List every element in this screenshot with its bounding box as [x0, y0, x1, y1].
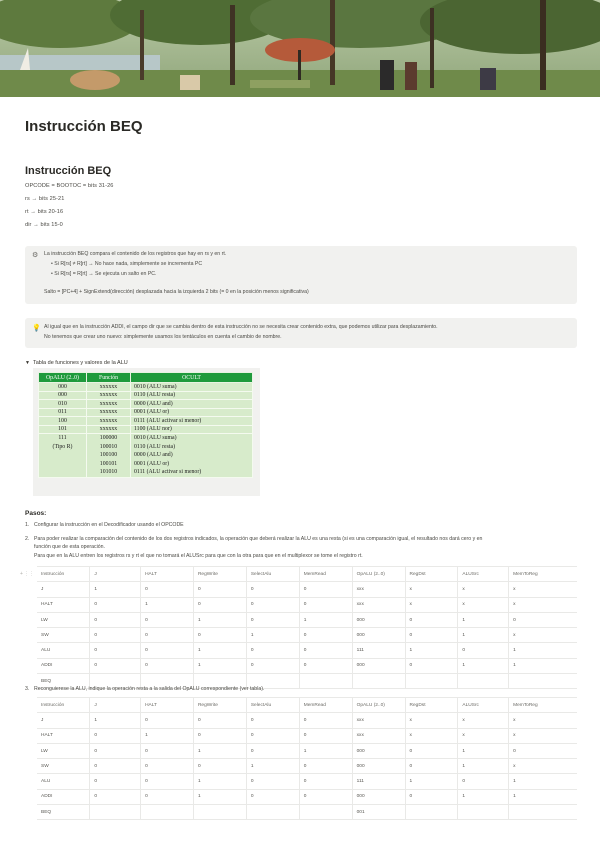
note-line-2: No tenemos que crear uno nuevo: simplemente usamos los tentáculos en cuenta el cambio de nombre.: [44, 334, 282, 340]
table-row: ADDI 0 0 1 0 0 000 0 1 1: [37, 789, 577, 804]
table-row: LW 0 0 1 0 1 000 0 1 0: [37, 743, 577, 758]
alu-header-opalu: OpALU (2..0): [39, 373, 87, 383]
callout-note: [25, 318, 577, 348]
meta-rt: rt → bits 20-16: [25, 209, 64, 215]
table-row: LW 0 0 1 0 1 000 0 1 0: [37, 612, 577, 627]
table-row: ALU 0 0 1 0 0 111 1 0 1: [37, 643, 577, 658]
toggle-alu-table[interactable]: [25, 360, 128, 366]
callout-text: La instrucción BEQ compara el contenido de los registros que hay en rs y en rt.: [44, 251, 227, 257]
step-2-cont: función que de esta operación.: [34, 544, 105, 550]
alu-row: 100 xxxxxx 0111 (ALU activar si menor): [39, 417, 253, 426]
toggle-label: Tabla de funciones y valores de la ALU: [32, 360, 128, 366]
alu-row-tipo-r: 111 (Tipo R) 100000 100010 100100 100101 101010 0010 (ALU suma) 0110 (ALU resta) 0000 (ALU and) 0001 (ALU or) 0111 (ALU activar si menor): [39, 434, 253, 478]
alu-row: 000 xxxxxx 0110 (ALU resta): [39, 391, 253, 400]
table-row: HALT 0 1 0 0 0 xxx x x x: [37, 597, 577, 612]
bulb-icon: 💡: [32, 325, 41, 332]
table-row: J 1 0 0 0 0 xxx x x x: [37, 713, 577, 728]
table-row: ADDI 0 0 1 0 0 000 0 1 1: [37, 658, 577, 673]
table-header-row: Instrucción J HALT RegWrite SelectAlu MemRead OpALU (2..0) RegDst ALUSrc MemToReg: [37, 698, 577, 713]
callout-footer: Salto = [PC+4] + SignExtend(dirección) desplazada hacia la izquierda 2 bits (= 0 en la posición menos significativa): [44, 289, 309, 295]
table-row: J 1 0 0 0 0 xxx x x x: [37, 582, 577, 597]
page-title: Instrucción BEQ: [25, 118, 143, 135]
step-2-detail: Para que en la ALU entren los registros rs y rt el que no tomará el ALUSrc para que con la otra para que en el multiplexor se tome el registro rt.: [34, 553, 363, 559]
callout-bullet-1: • Si R[rs] ≠ R[rt] → No hace nada, simplemente se incrementa PC: [51, 261, 203, 267]
callout-beq-info: [25, 246, 577, 304]
alu-header-funcion: Función: [87, 373, 131, 383]
cover-image: [0, 0, 600, 97]
alu-row: 000 xxxxxx 0010 (ALU suma): [39, 383, 253, 392]
note-line-1: Al igual que en la instrucción ADDI, el campo dir que se cambia dentro de esta instrucción no se necesita crear contenido extra, que podemos utilizar para desplazamiento.: [44, 324, 438, 330]
table-header-row: Instrucción J HALT RegWrite SelectAlu MemRead OpALU (2..0) RegDst ALUSrc MemToReg: [37, 567, 577, 582]
table-row: ALU 0 0 1 0 0 111 1 0 1: [37, 774, 577, 789]
control-table-1: [37, 566, 577, 689]
step-3: 3. Reconguierese la ALU, indique la operación resta a la salida del OpALU correspondiente (ver tabla).: [25, 686, 265, 692]
table-row: BEQ: [37, 674, 577, 689]
table-row: SW 0 0 0 1 0 000 0 1 x: [37, 759, 577, 774]
table-row: SW 0 0 0 1 0 000 0 1 x: [37, 628, 577, 643]
meta-rs: rs → bits 25-21: [25, 196, 65, 202]
pasos-heading: Pasos:: [25, 510, 47, 517]
alu-header-ocult: OCULT: [131, 373, 253, 383]
alu-row: 011 xxxxxx 0001 (ALU or): [39, 408, 253, 417]
drag-handle-icon[interactable]: + ⋮⋮: [20, 571, 35, 577]
step-1: 1. Configurar la instrucción en el Decodificador usando el OPCODE: [25, 522, 184, 528]
alu-row: 101 xxxxxx 1100 (ALU nor): [39, 425, 253, 434]
alu-row: 010 xxxxxx 0000 (ALU and): [39, 400, 253, 409]
section-heading: Instrucción BEQ: [25, 165, 112, 177]
triangle-down-icon: ▼: [25, 360, 30, 366]
table-row: BEQ 001: [37, 805, 577, 820]
gear-icon: ⚙: [32, 252, 39, 259]
alu-table: [38, 372, 253, 478]
control-table-2: [37, 697, 577, 820]
meta-dir: dir → bits 15-0: [25, 222, 63, 228]
table-row: HALT 0 1 0 0 0 xxx x x x: [37, 728, 577, 743]
step-2: 2. Para poder realizar la comparación del contenido de los dos registros indicados, la operación que deberá realizar la ALU es una resta (si es una comparación igual, el resultado nos dará cero y en: [25, 536, 483, 542]
meta-opcode: OPCODE = BOOTOC = bits 31-26: [25, 183, 114, 189]
callout-bullet-2: • Si R[rs] = R[rt] → Se ejecuta un salto en PC.: [51, 270, 157, 277]
